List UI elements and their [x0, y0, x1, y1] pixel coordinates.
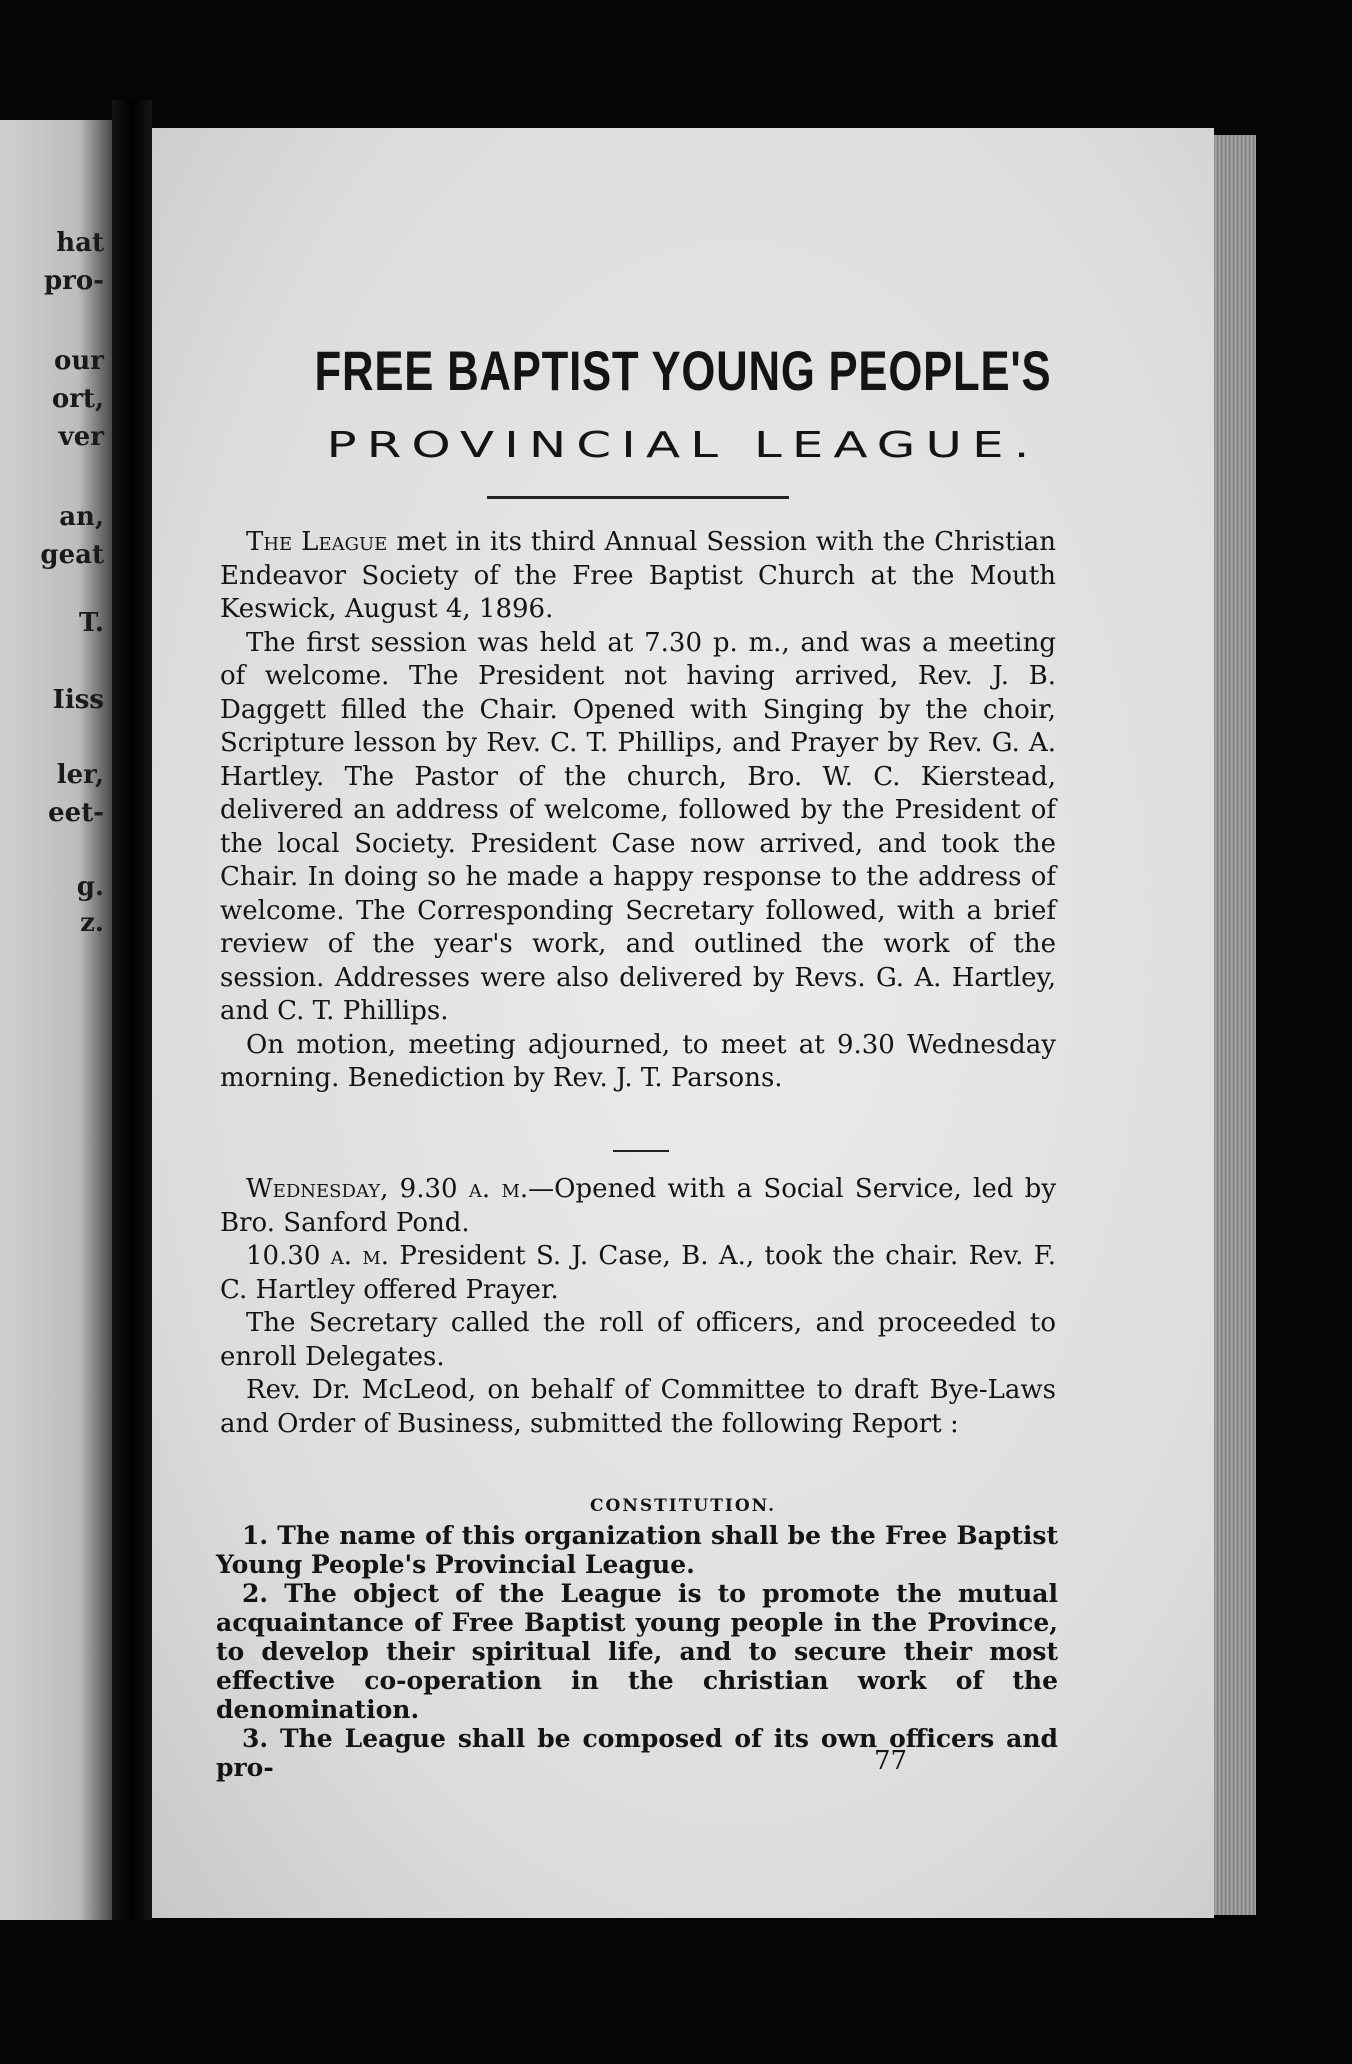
facing-page	[0, 120, 112, 1920]
facing-page-fragment: ver	[58, 422, 104, 452]
section-divider	[613, 1150, 669, 1152]
page-subtitle: PROVINCIAL LEAGUE.	[326, 424, 1040, 466]
facing-page-fragment: ler,	[56, 760, 104, 790]
facing-page-fragment: our	[54, 346, 104, 376]
paragraph: Wednesday, 9.30 a. m.—Opened with a Social Service, led by Bro. Sanford Pond.	[220, 1174, 1057, 1238]
paragraph: Rev. Dr. McLeod, on behalf of Committee to draft Bye-Laws and Order of Business, submitted the following Report :	[220, 1375, 1056, 1439]
book-gutter	[112, 100, 152, 1920]
book-page	[152, 128, 1214, 1918]
facing-page-fragment: hat	[56, 228, 104, 258]
paragraph: On motion, meeting adjourned, to meet at 9.30 Wednesday morning. Benediction by Rev. J. T. Parsons.	[220, 1029, 1056, 1093]
title-divider	[487, 496, 789, 499]
facing-page-fragment: T.	[78, 608, 104, 638]
facing-page-fragment: ort,	[51, 384, 104, 414]
page-stack-edge	[1214, 135, 1256, 1915]
facing-page-fragment: eet-	[48, 798, 104, 828]
paragraph: The first session was held at 7.30 p. m., and was a meeting of welcome. The President not having arrived, Rev. J. B. Daggett filled the Chair. Opened with Singing by the choir, Scripture lesson by Rev. C. T. Phillips, and Prayer by Rev. G. A. Hartley. The Pastor of the church, Bro. W. C. Kierstead, delivered an address of welcome, followed by the President of the local Society. President Case now arrived, and took the Chair. In doing so he made a happy response to the address of welcome. The Corresponding Secretary followed, with a brief review of the year's work, and outlined the work of the session. Addresses were also delivered by Revs. G. A. Hartley, and C. T. Phillips.	[220, 627, 1056, 1026]
opening-session-text	[220, 526, 1056, 1096]
constitution-text	[216, 1521, 1058, 1782]
page-title: FREE BAPTIST YOUNG PEOPLE'S	[314, 339, 1052, 402]
page-number: 77	[874, 1746, 908, 1776]
paragraph: The League met in its third Annual Session with the Christian Endeavor Society of the Free Baptist Church at the Mouth Keswick, August 4, 1896.	[220, 527, 1057, 624]
facing-page-fragment: an,	[59, 502, 104, 532]
facing-page-fragment: geat	[40, 540, 104, 570]
paragraph: 10.30 a. m. President S. J. Case, B. A., took the chair. Rev. F. C. Hartley offered Prayer.	[220, 1241, 1056, 1305]
paragraph: The Secretary called the roll of officers, and proceeded to enroll Delegates.	[220, 1308, 1056, 1372]
wednesday-session-text	[220, 1173, 1056, 1441]
constitution-article: 3. The League shall be composed of its own officers and pro-	[216, 1724, 1058, 1782]
facing-page-fragment: pro-	[43, 266, 104, 296]
facing-page-fragment: z.	[80, 908, 104, 938]
lead-in: The League	[246, 527, 388, 557]
constitution-article: 1. The name of this organization shall be the Free Baptist Young People's Provincial League.	[216, 1521, 1058, 1579]
facing-page-fragment: g.	[76, 872, 104, 902]
facing-page-fragment: Iiss	[52, 685, 104, 715]
constitution-article: 2. The object of the League is to promote the mutual acquaintance of Free Baptist young people in the Province, to develop their spiritual life, and to secure their most effective co-operation in the christian work of the denomination.	[216, 1579, 1058, 1724]
constitution-heading: CONSTITUTION.	[589, 1496, 776, 1516]
